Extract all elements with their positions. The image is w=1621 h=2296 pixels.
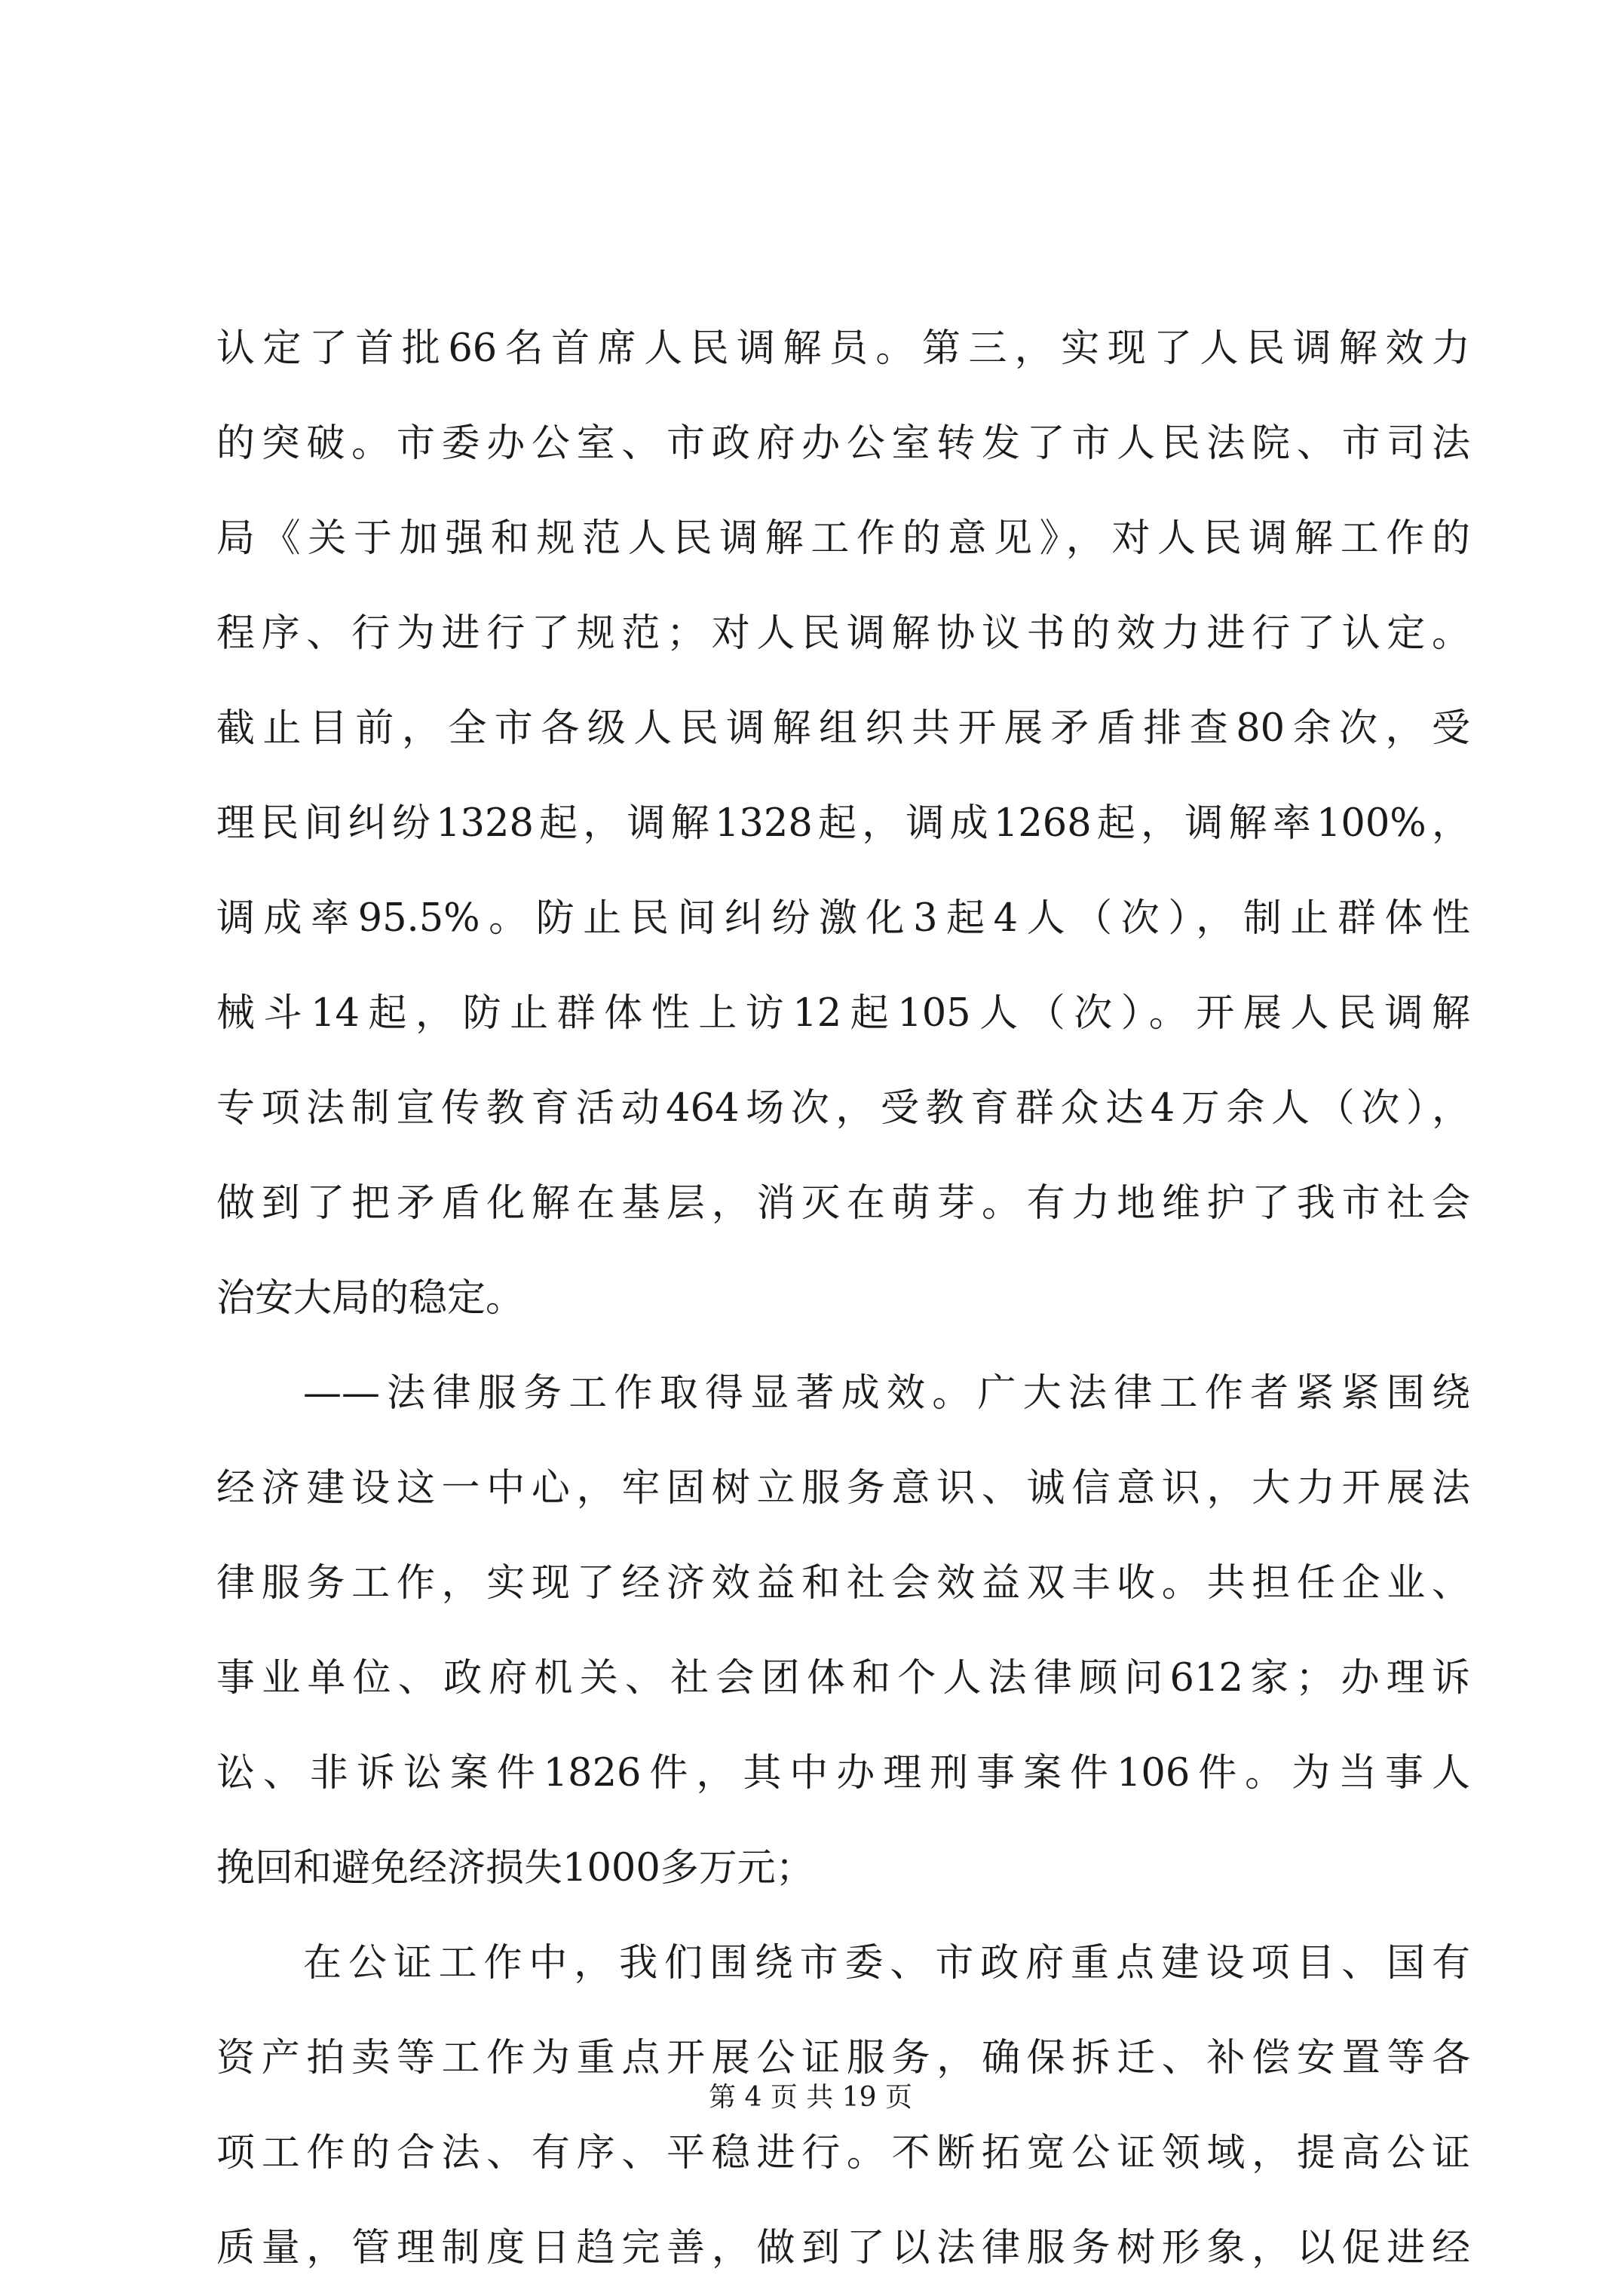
text-line: 做到了把矛盾化解在基层，消灭在萌芽。有力地维护了我市社会 [216, 1181, 1470, 1226]
text-line: 讼、非诉讼案件1826件，其中办理刑事案件106件。为当事人 [216, 1751, 1470, 1795]
text-line: ——法律服务工作取得显著成效。广大法律工作者紧紧围绕 [303, 1371, 1470, 1416]
text-line: 械斗14起，防止群体性上访12起105人（次）。开展人民调解 [216, 991, 1470, 1036]
text-line: 资产拍卖等工作为重点开展公证服务，确保拆迁、补偿安置等各 [216, 2036, 1470, 2080]
text-line: 治安大局的稳定。 [216, 1276, 525, 1321]
text-line: 经济建设这一中心，牢固树立服务意识、诚信意识，大力开展法 [216, 1466, 1470, 1511]
text-line: 局《关于加强和规范人民调解工作的意见》，对人民调解工作的 [216, 516, 1470, 561]
text-line: 理民间纠纷1328起，调解1328起，调成1268起，调解率100%， [216, 801, 1470, 846]
text-line: 程序、行为进行了规范；对人民调解协议书的效力进行了认定。 [216, 611, 1470, 656]
text-line: 认定了首批66名首席人民调解员。第三，实现了人民调解效力 [216, 326, 1470, 371]
text-line: 专项法制宣传教育活动464场次，受教育群众达4万余人（次）， [216, 1086, 1470, 1131]
text-line: 律服务工作，实现了经济效益和社会效益双丰收。共担任企业、 [216, 1561, 1470, 1606]
text-line: 在公证工作中，我们围绕市委、市政府重点建设项目、国有 [303, 1941, 1470, 1985]
text-line: 挽回和避免经济损失1000多万元； [216, 1846, 814, 1890]
text-line: 调成率95.5%。防止民间纠纷激化3起4人（次），制止群体性 [216, 896, 1470, 941]
text-line: 截止目前，全市各级人民调解组织共开展矛盾排查80余次，受 [216, 706, 1470, 751]
page-number-footer: 第 4 页 共 19 页 [709, 2082, 912, 2113]
document-body [216, 302, 1470, 2296]
text-line: 质量，管理制度日趋完善，做到了以法律服务树形象，以促进经 [216, 2226, 1470, 2270]
paragraph-legal-services [216, 1346, 1470, 1916]
paragraph-mediation-results [216, 302, 1470, 1346]
text-line: 的突破。市委办公室、市政府办公室转发了市人民法院、市司法 [216, 421, 1470, 466]
text-line: 事业单位、政府机关、社会团体和个人法律顾问612家；办理诉 [216, 1656, 1470, 1701]
text-line: 项工作的合法、有序、平稳进行。不断拓宽公证领域，提高公证 [216, 2131, 1470, 2175]
